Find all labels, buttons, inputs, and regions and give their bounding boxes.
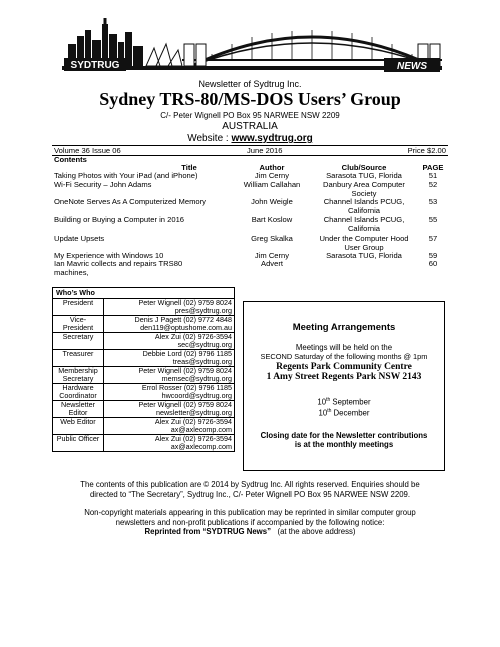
row-page: 55 [428,215,438,224]
row-title: OneNote Serves As A Computerized Memory [54,197,206,206]
meeting-venue: Regents Park Community Centre [276,362,412,372]
row-author: John Weigle [251,197,293,206]
role: Treasurer [53,350,104,367]
contact [104,316,235,333]
issue-price: Price $2.00 [407,146,446,155]
contact-email: sec@sydtrug.org [177,340,232,349]
date-suffix: th [326,397,331,403]
contact-name-phone: Errol Rosser (02) 9796 1185 [141,383,232,392]
contact-name-phone: Alex Zui (02) 9726-3594 [154,417,232,426]
row-author: William Callahan [243,180,301,189]
row-club: Sarasota TUG, Florida [326,171,402,180]
contact-email: ax@axlecomp.com [170,425,232,434]
role: Newsletter Editor [53,401,104,418]
row-page: 57 [428,234,438,243]
country: AUSTRALIA [222,121,278,132]
reprint-line3 [40,527,460,537]
date-month: December [331,408,370,418]
row-club: Channel Islands PCUG, California [323,215,405,233]
role: Web Editor [53,418,104,435]
row-club: Sarasota TUG, Florida [326,251,402,260]
reprint-line1: Non-copyright materials appearing in this publication may be reprinted in similar computer group [84,508,416,517]
row-title: Wi-Fi Security – John Adams [54,180,152,189]
address: C/- Peter Wignell PO Box 95 NARWEE NSW 2209 [160,111,340,120]
table-row [53,384,235,401]
table-row [53,435,235,452]
date-month: September [330,397,371,407]
closing-line2: is at the monthly meetings [294,440,394,450]
issue-date: June 2016 [247,146,283,155]
copyright-line1: The contents of this publication are © 2014 by Sydtrug Inc. All rights reserved. Enquiries should be [80,480,420,489]
row-page: 53 [428,197,438,206]
group-title: Sydney TRS-80/MS-DOS Users’ Group [99,89,401,109]
row-page: 51 [428,171,438,180]
meeting-line2: SECOND Saturday of the following months @ 1pm [260,352,428,361]
col-title: Title [181,163,197,172]
row-author: Jim Cerny [254,251,290,260]
row-club: Channel Islands PCUG, California [323,197,405,215]
whos-who-table [52,287,235,452]
issue-volume: Volume 36 Issue 06 [54,146,121,155]
col-page: PAGE [422,163,444,172]
table-row [53,401,235,418]
meeting-heading: Meeting Arrangements [292,322,396,333]
contact-email: ax@axlecomp.com [170,442,232,451]
meeting-date-2 [244,407,444,418]
date-suffix: th [327,407,332,414]
contact-name-phone: Peter Wignell (02) 9759 8024 [138,298,232,307]
table-row [53,367,235,384]
row-page: 60 [428,259,438,268]
role: Public Officer [53,435,104,452]
reprint-notice [40,508,460,537]
contact-name-phone: Alex Zui (02) 9726-3594 [154,332,232,341]
table-row [53,350,235,367]
row-title: Taking Photos with Your iPad (and iPhone) [54,171,198,180]
contact [104,418,235,435]
row-author: Bart Koslow [251,215,293,224]
contact-email: newsletter@sydtrug.org [155,408,232,417]
row-title: Ian Mavric collects and repairs TRS80 machines, [54,259,183,277]
date-num: 10 [318,408,328,418]
table-row [53,333,235,350]
reprint-credit: Reprinted from “SYDTRUG News” [144,527,271,536]
contact-email: treas@sydtrug.org [172,357,232,366]
contact [104,299,235,316]
reprint-address-note: (at the above address) [270,527,356,536]
date-num: 10 [317,397,327,407]
contact-email: den119@optushome.com.au [140,323,232,332]
contact-name-phone: Peter Wignell (02) 9759 8024 [138,366,232,375]
row-title: Building or Buying a Computer in 2016 [54,215,185,224]
row-author: Jim Cerny [254,171,290,180]
sydtrug-banner-logo [62,14,442,74]
row-title: Update Upsets [54,234,105,243]
role: Vice-President [53,316,104,333]
table-row [53,418,235,435]
contact-email: hwcoord@sydtrug.org [161,391,232,400]
row-club: Danbury Area Computer Society [323,180,405,198]
contact-name-phone: Alex Zui (02) 9726-3594 [154,434,232,443]
col-author: Author [259,163,285,172]
meeting-line1: Meetings will be held on the [295,343,393,352]
contact [104,384,235,401]
website-prefix: Website : [187,133,232,144]
row-page: 59 [428,251,438,260]
contact-email: pres@sydtrug.org [174,306,232,315]
meeting-street: 1 Amy Street Regents Park NSW 2143 [266,372,422,382]
closing-line1: Closing date for the Newsletter contributions [260,431,428,441]
row-title: My Experience with Windows 10 [54,251,164,260]
role: Membership Secretary [53,367,104,384]
row-page: 52 [428,180,438,189]
contact-name-phone: Debbie Lord (02) 9796 1185 [142,349,232,358]
col-club: Club/Source [341,163,387,172]
row-club: Under the Computer Hood User Group [319,234,409,252]
contact-email: memsec@sydtrug.org [161,374,232,383]
rule-mid [52,155,448,156]
copyright-line2: directed to “The Secretary”, Sydtrug Inc., C/- Peter Wignell PO Box 95 NARWEE NSW 2209. [89,489,411,499]
banner-left-label: SYDTRUG [70,60,120,71]
contact [104,350,235,367]
newsletter-of: Newsletter of Sydtrug Inc. [198,79,302,89]
website-link[interactable]: www.sydtrug.org [231,133,313,144]
contact [104,333,235,350]
contact [104,401,235,418]
banner-right-label: NEWS [397,61,427,72]
row-author: Greg Skalka [251,234,293,243]
contact [104,435,235,452]
contact [104,367,235,384]
meeting-arrangements-box [243,301,445,471]
role: Hardware Coordinator [53,384,104,401]
table-row [53,299,235,316]
contact-name-phone: Denis J Pagett (02) 9772 4848 [134,315,232,324]
website-line [0,133,500,144]
contents-heading: Contents [54,155,87,164]
whos-who-heading: Who’s Who [53,288,235,299]
meeting-date-1 [244,396,444,407]
reprint-line2: newsletters and non-profit publications if accompanied by the following notice: [115,517,385,527]
copyright-notice [40,480,460,499]
table-row [53,316,235,333]
role: Secretary [53,333,104,350]
contact-name-phone: Peter Wignell (02) 9759 8024 [138,400,232,409]
role: President [53,299,104,316]
row-author: Advert [261,259,283,268]
